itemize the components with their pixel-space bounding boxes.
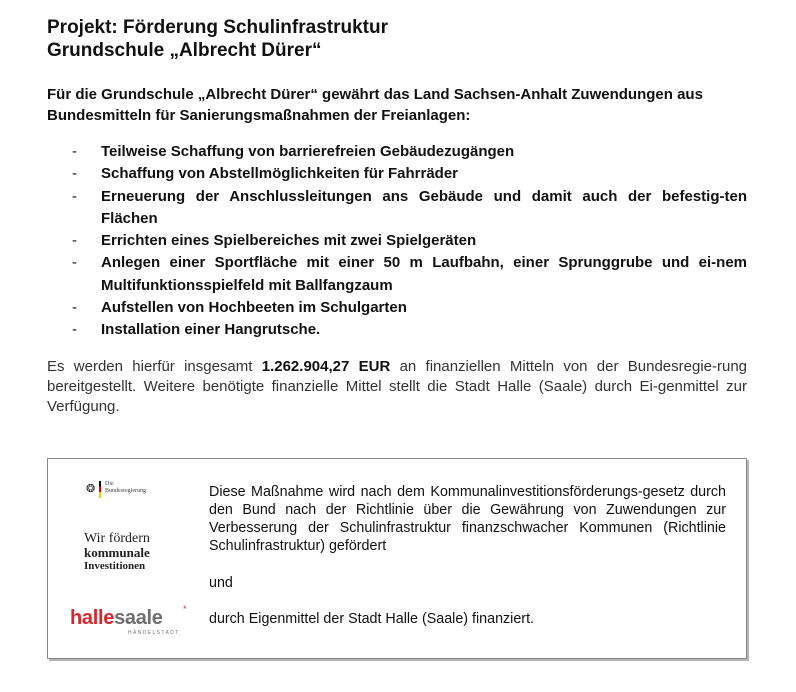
list-item <box>47 319 747 341</box>
kommunale-investitionen-logo <box>84 531 184 573</box>
list-item-text: Aufstellen von Hochbeeten im Schulgarten <box>101 299 407 317</box>
list-item <box>47 230 747 252</box>
haendelstadt-tagline: HÄNDELSTADT <box>128 630 180 636</box>
halle-wordmark-part-1: halle <box>70 607 115 629</box>
list-bullet: - <box>72 254 77 272</box>
list-item-text: Schaffung von Abstellmöglichkeiten für Fahrräder <box>101 165 458 183</box>
star-icon: * <box>183 604 187 614</box>
list-item-text: Teilweise Schaffung von barrierefreien Gebäudezugängen <box>101 143 515 160</box>
funding-amount: 1.262.904,27 EUR <box>261 358 391 375</box>
list-item <box>47 141 747 163</box>
bundesregierung-logo <box>86 481 176 503</box>
page-title <box>47 16 388 62</box>
funding-text-end: an finanziellen Mitteln von der Bundesregie-rung bereitgestellt. Weitere benötigte finanzielle Mittel stellt die Stadt Halle (Saale) durch Ei-genmittel zur Verfügung. <box>47 358 748 415</box>
funding-text-start: Es werden hierfür insgesamt <box>47 358 262 375</box>
list-bullet: - <box>72 187 77 205</box>
list-item <box>47 186 747 231</box>
notice-text: Diese Maßnahme wird nach dem Kommunalinvestitionsförderungs-gesetz durch den Bund nach der Richtlinie über die Gewährung von Zuwendungen zur Verbesserung der Schulinfrastruktur finanzschwacher Kommunen (Richtlinie Schulinfrastruktur) gefördert <box>209 484 726 554</box>
notice-and: und <box>209 575 233 591</box>
list-item-text: Erneuerung der Anschlussleitungen ans Gebäude und damit auch der befestig-ten Flächen <box>101 187 747 227</box>
german-flag-icon <box>99 481 101 498</box>
list-bullet: - <box>72 165 77 183</box>
list-item <box>47 163 747 185</box>
bundesregierung-text <box>105 481 146 495</box>
list-bullet: - <box>72 321 77 339</box>
halle-saale-logo <box>70 604 195 639</box>
list-item <box>47 297 747 319</box>
logo-text-line-1: Wir fördern <box>84 531 150 546</box>
list-bullet: - <box>72 232 77 250</box>
list-bullet: - <box>72 143 77 160</box>
bund-logo-line-2: Bundesregierung <box>105 488 146 494</box>
halle-wordmark-part-2: saale <box>114 607 163 629</box>
eagle-icon: ❂ <box>86 483 96 495</box>
funding-paragraph <box>47 357 747 417</box>
halle-saale-wordmark <box>70 607 163 629</box>
list-item-text: Errichten eines Spielbereiches mit zwei Spielgeräten <box>101 232 477 250</box>
intro-paragraph: Für die Grundschule „Albrecht Dürer“ gewährt das Land Sachsen-Anhalt Zuwendungen aus Bundesmitteln für Sanierungsmaßnahmen der Freianlagen: <box>47 86 703 124</box>
funding-notice-box <box>47 458 747 659</box>
measures-list <box>47 141 747 342</box>
logo-text-line-2: kommunale <box>84 545 150 560</box>
notice-end: durch Eigenmittel der Stadt Halle (Saale) finanziert. <box>209 611 535 627</box>
list-item <box>47 252 747 297</box>
title-line-2: Grundschule „Albrecht Dürer“ <box>47 40 322 61</box>
title-line-1: Projekt: Förderung Schulinfrastruktur <box>47 17 388 38</box>
logo-text-line-3: Investitionen <box>84 560 146 572</box>
list-bullet: - <box>72 299 77 317</box>
bund-logo-line-1: Die <box>105 481 114 487</box>
list-item-text: Installation einer Hangrutsche. <box>101 321 321 339</box>
list-item-text: Anlegen einer Sportfläche mit einer 50 m Laufbahn, einer Sprunggrube und ei-nem Multifunktionsspielfeld mit Ballfangzaum <box>101 254 747 294</box>
